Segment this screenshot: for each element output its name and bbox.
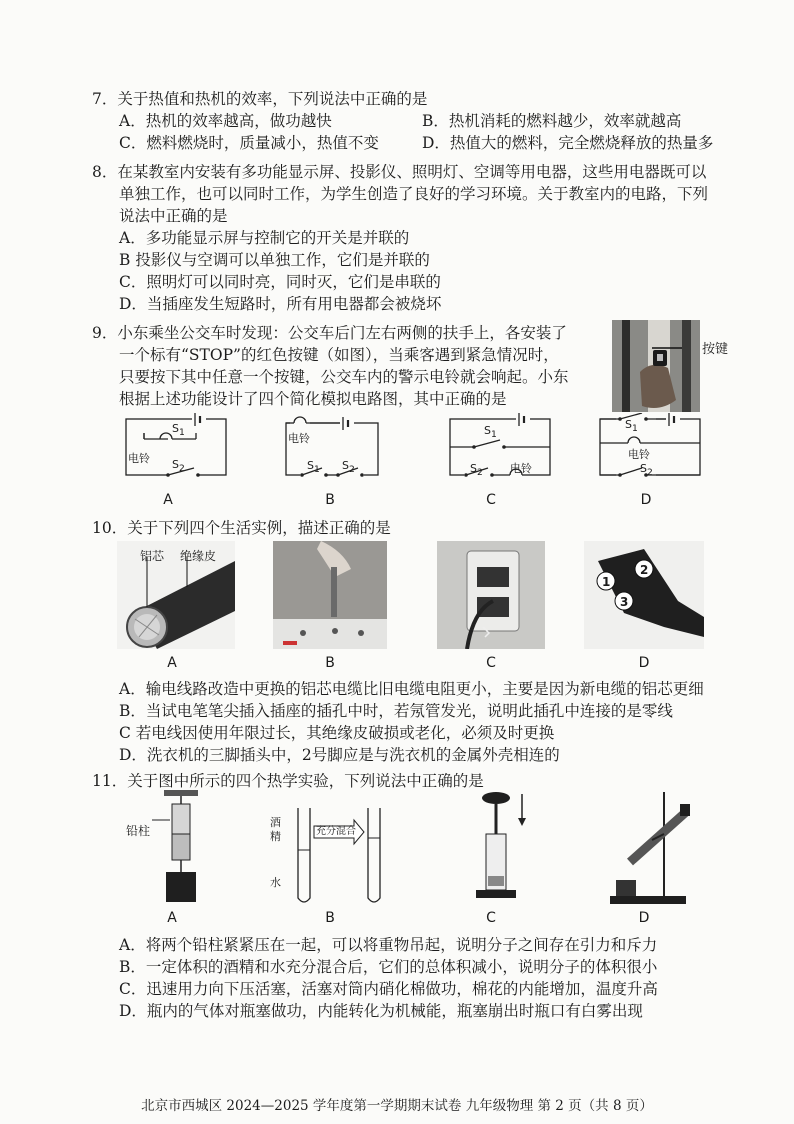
q11-option-a: A．将两个铅柱紧紧压在一起，可以将重物吊起，说明分子之间存在引力和斥力	[119, 936, 658, 954]
socket-photo	[437, 541, 545, 649]
q7-option-d: D．热值大的燃料，完全燃烧释放的热量多	[422, 134, 714, 152]
three-pin-plug-photo	[584, 541, 704, 649]
photo-label-button: 按键	[702, 342, 729, 357]
circuit-d-s1: $S_1$	[625, 418, 638, 435]
q8-stem-line1: 8．在某教室内安装有多功能显示屏、投影仪、照明灯、空调等用电器，这些用电器既可以	[92, 163, 707, 181]
q10-option-d: D．洗衣机的三脚插头中，2号脚应是与洗衣机的金属外壳相连的	[119, 746, 560, 764]
label-lead-cylinder: 铅柱	[126, 824, 151, 838]
lead-cylinders-diagram	[150, 790, 210, 910]
circuit-caption-b: B	[325, 492, 335, 508]
circuit-b-s2: $S_2$	[342, 459, 355, 476]
circuit-c	[444, 413, 556, 483]
q8-option-c: C．照明灯可以同时亮，同时灭，它们是串联的	[119, 273, 441, 291]
q9-stem-line4: 根据上述功能设计了四个简化模拟电路图，其中正确的是	[119, 390, 507, 408]
photo-caption-a: A	[167, 655, 177, 671]
q11-option-b: B．一定体积的酒精和水充分混合后，它们的总体积减小，说明分子的体积很小	[119, 958, 658, 976]
q10-option-a: A．输电线路改造中更换的铝芯电缆比旧电缆电阻更小，主要是因为新电缆的铝芯更细	[119, 680, 704, 698]
q8-stem-line2: 单独工作，也可以同时工作，为学生创造了良好的学习环境。关于教室内的电路，下列	[119, 185, 709, 203]
circuit-b-s1: $S_1$	[307, 459, 320, 476]
q9-stem-line3: 只要按下其中任意一个按键，公交车内的警示电铃就会响起。小东	[119, 368, 569, 386]
q7-option-b: B．热机消耗的燃料越少，效率就越高	[422, 112, 682, 130]
label-alcohol-2: 精	[270, 830, 281, 843]
test-pen-photo	[273, 541, 387, 649]
photo-caption-b: B	[325, 655, 335, 671]
circuit-caption-a: A	[163, 492, 173, 508]
q10-option-b: B．当试电笔笔尖插入插座的插孔中时，若氖管发光，说明此插孔中连接的是零线	[119, 702, 673, 720]
label-aluminum-core: 铝芯	[140, 549, 165, 563]
circuit-b-bell-label: 电铃	[288, 432, 310, 445]
test-tube-heating-diagram	[600, 792, 700, 912]
circuit-caption-c: C	[486, 492, 496, 508]
photo-caption-c: C	[486, 655, 496, 671]
q8-option-b: B 投影仪与空调可以单独工作，它们是并联的	[119, 251, 430, 269]
circuit-c-bell-label: 电铃	[510, 462, 532, 475]
q10-option-c: C 若电线因使用年限过长，其绝缘皮破损或老化，必须及时更换	[119, 724, 555, 742]
q11-option-d: D．瓶内的气体对瓶塞做功，内能转化为机械能，瓶塞崩出时瓶口有白雾出现	[119, 1002, 643, 1020]
circuit-d-bell-label: 电铃	[628, 448, 650, 461]
q9-stem-line1: 9．小东乘坐公交车时发现：公交车后门左右两侧的扶手上，各安装了	[92, 324, 567, 342]
label-alcohol-1: 酒	[270, 816, 281, 829]
label-full-mixing: 充分混合	[316, 826, 356, 837]
q7-option-a: A．热机的效率越高，做功越快	[119, 112, 332, 130]
page-footer: 北京市西城区 2024—2025 学年度第一学期期末试卷 九年级物理 第 2 页（共 8 页）	[141, 1098, 653, 1114]
circuit-caption-d: D	[640, 492, 652, 508]
label-insulation: 绝缘皮	[180, 549, 217, 563]
experiment-caption-a: A	[167, 910, 177, 926]
q11-option-c: C．迅速用力向下压活塞，活塞对筒内硝化棉做功，棉花的内能增加，温度升高	[119, 980, 658, 998]
circuit-d-s2: $S_2$	[640, 462, 653, 479]
pin-2-label: 2	[640, 563, 649, 577]
pin-3-label: 3	[620, 595, 629, 609]
experiment-caption-b: B	[325, 910, 335, 926]
q9-stem-line2: 一个标有“STOP”的红色按键（如图），当乘客遇到紧急情况时，	[119, 346, 559, 364]
photo-caption-d: D	[638, 655, 650, 671]
circuit-a-s1: $S_1$	[172, 422, 185, 439]
q11-stem: 11．关于图中所示的四个热学实验，下列说法中正确的是	[92, 772, 484, 790]
circuit-c-s2: $S_2$	[470, 462, 483, 479]
circuit-a-s2: $S_2$	[172, 458, 185, 475]
q8-option-a: A．多功能显示屏与控制它的开关是并联的	[119, 229, 410, 247]
circuit-c-s1: $S_1$	[484, 424, 497, 441]
q8-option-d: D．当插座发生短路时，所有用电器都会被烧坏	[119, 295, 442, 313]
handrail-button-photo	[612, 320, 700, 412]
experiment-caption-d: D	[638, 910, 650, 926]
piston-compression-diagram	[470, 790, 530, 910]
circuit-a-bell-label: 电铃	[128, 452, 150, 465]
q10-stem: 10．关于下列四个生活实例，描述正确的是	[92, 519, 391, 537]
label-water: 水	[270, 876, 281, 889]
pin-1-label: 1	[602, 575, 611, 589]
q7-stem: 7．关于热值和热机的效率，下列说法中正确的是	[92, 90, 428, 108]
cable-photo	[117, 541, 235, 649]
q7-option-c: C．燃料燃烧时，质量减小，热值不变	[119, 134, 379, 152]
q8-stem-line3: 说法中正确的是	[119, 207, 228, 225]
experiment-caption-c: C	[486, 910, 496, 926]
